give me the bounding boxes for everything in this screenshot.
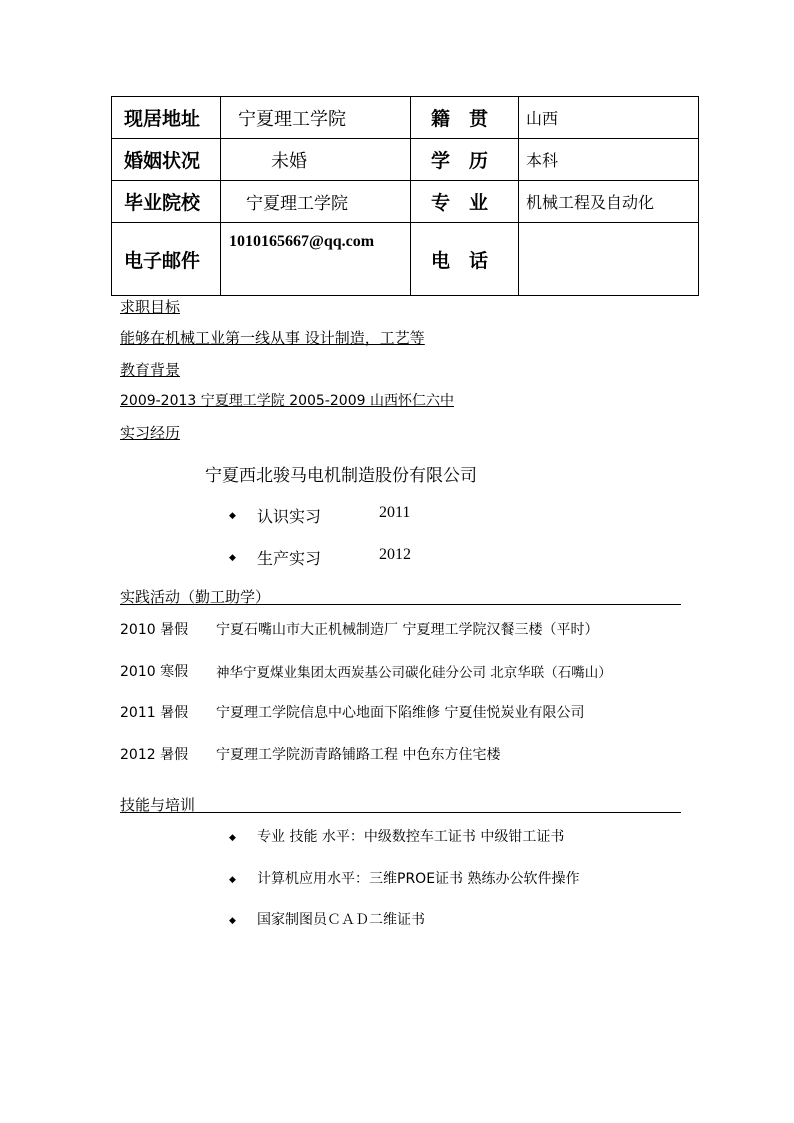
phone-value — [519, 223, 699, 296]
info-row-email — [112, 223, 699, 296]
skill-text: 国家制图员ＣＡＤ二维证书 — [257, 912, 425, 928]
info-row-address — [112, 97, 699, 139]
internship-item-name: 认识实习 — [257, 507, 322, 526]
major-value: 机械工程及自动化 — [519, 181, 699, 223]
skill-text: 专业 技能 水平：中级数控车工证书 中级钳工证书 — [257, 829, 565, 845]
native-value: 山西 — [519, 97, 699, 139]
bullet-icon: ◆ — [229, 833, 236, 843]
skill-text: 计算机应用水平：三维PROE证书 熟练办公软件操作 — [257, 871, 580, 887]
internship-item-name: 生产实习 — [257, 549, 322, 568]
practice-period: 2010 暑假 — [120, 622, 189, 638]
marital-value: 未婚 — [221, 139, 411, 181]
school-label: 毕业院校 — [112, 181, 221, 223]
practice-period: 2012 暑假 — [120, 747, 189, 763]
objective-heading: 求职目标 — [120, 298, 181, 316]
practice-detail: 宁夏石嘴山市大正机械制造厂 宁夏理工学院汉餐三楼（平时） — [216, 622, 599, 638]
practice-detail: 神华宁夏煤业集团太西炭基公司碳化硅分公司 北京华联（石嘴山） — [216, 665, 612, 681]
marital-label: 婚姻状况 — [112, 139, 221, 181]
skills-heading: 技能与培训 — [120, 796, 196, 814]
address-label: 现居地址 — [112, 97, 221, 139]
email-label: 电子邮件 — [112, 223, 221, 296]
phone-label: 电 话 — [411, 223, 519, 296]
bullet-icon: ◆ — [229, 511, 236, 521]
bullet-icon: ◆ — [229, 875, 236, 885]
practice-detail: 宁夏理工学院信息中心地面下陷维修 宁夏佳悦炭业有限公司 — [216, 705, 585, 721]
bullet-icon: ◆ — [229, 916, 236, 926]
internship-item-year: 2011 — [379, 504, 411, 521]
internship-item-year: 2012 — [379, 546, 411, 563]
education-heading: 教育背景 — [120, 361, 181, 379]
education-text: 2009-2013 宁夏理工学院 2005-2009 山西怀仁六中 — [120, 393, 454, 409]
info-row-school — [112, 181, 699, 223]
edu-value: 本科 — [519, 139, 699, 181]
practice-heading: 实践活动（勤工助学） — [120, 588, 271, 606]
bullet-icon: ◆ — [229, 553, 236, 563]
practice-underline — [120, 604, 681, 605]
school-value: 宁夏理工学院 — [221, 181, 411, 223]
practice-detail: 宁夏理工学院沥青路铺路工程 中色东方住宅楼 — [216, 747, 501, 763]
practice-period: 2010 寒假 — [120, 664, 189, 680]
native-label: 籍 贯 — [411, 97, 519, 139]
internship-company: 宁夏西北骏马电机制造股份有限公司 — [205, 466, 477, 486]
info-row-marital — [112, 139, 699, 181]
info-table — [111, 96, 699, 296]
address-value: 宁夏理工学院 — [221, 97, 411, 139]
major-label: 专 业 — [411, 181, 519, 223]
internship-heading: 实习经历 — [120, 424, 181, 442]
practice-period: 2011 暑假 — [120, 705, 189, 721]
edu-label: 学 历 — [411, 139, 519, 181]
objective-text: 能够在机械工业第一线从事 设计制造，工艺等 — [120, 329, 425, 347]
email-value: 1010165667@qq.com — [221, 223, 411, 296]
skills-underline — [120, 812, 681, 813]
